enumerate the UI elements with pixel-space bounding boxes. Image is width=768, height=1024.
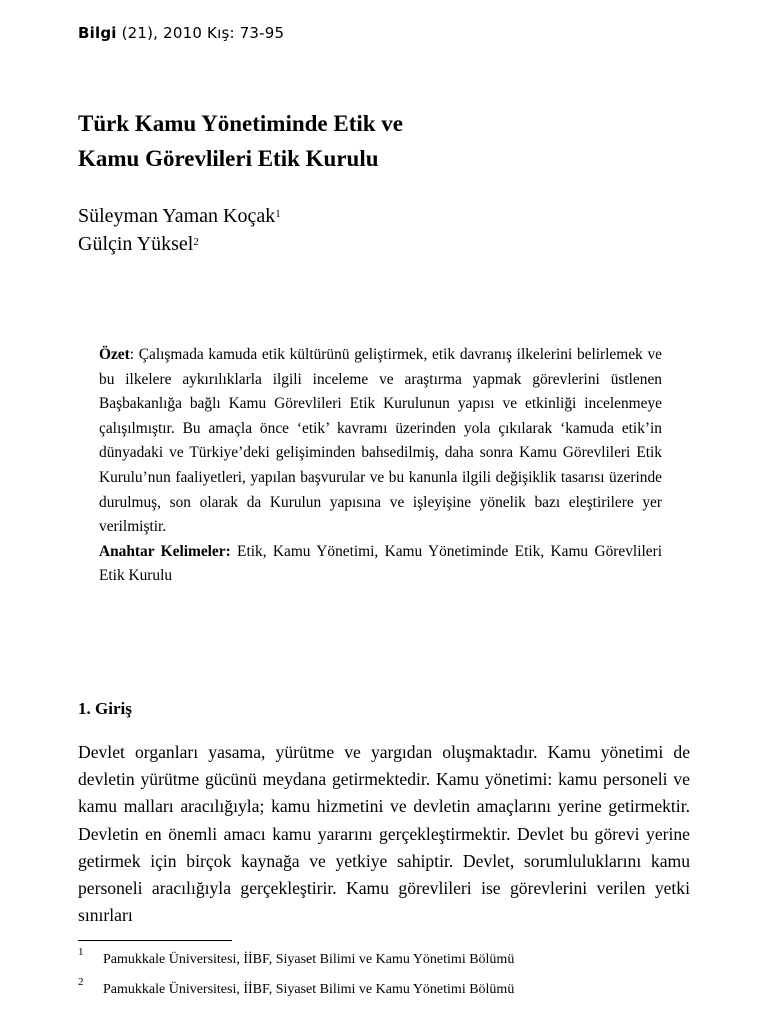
footnote-number: 2 — [78, 976, 84, 988]
keywords-text: Etik, Kamu Yönetimi, Kamu Yönetiminde Etik, Kamu Görevlileri Etik Kurulu — [99, 542, 662, 585]
author-1 — [78, 202, 281, 230]
author-name: Süleyman Yaman Koçak — [78, 205, 276, 227]
footnote-text: Pamukkale Üniversitesi, İİBF, Siyaset Bilimi ve Kamu Yönetimi Bölümü — [103, 952, 515, 967]
title-line-1: Türk Kamu Yönetiminde Etik ve — [78, 111, 404, 136]
keywords-label: Anahtar Kelimeler: — [99, 542, 231, 560]
author-note-ref: 1 — [275, 208, 281, 220]
journal-name: Bilgi — [78, 24, 117, 42]
footnote-number: 1 — [78, 946, 84, 958]
abstract-text: : Çalışmada kamuda etik kültürünü geliştirmek, etik davranış ilkelerini belirlemek ve bu ilkelere aykırılıklarla ilgili inceleme ve araştırma yapmak görevlerini üstlenen Başbakanlığa bağlı Kamu Görevlileri Etik Kurulunun yapısı ve etkinliği incelenmeye çalışılmıştır. Bu amaçla önce ‘etik’ kavramı üzerinden yola çıkılarak ‘kamuda etik’in dünyadaki ve Türkiye’deki gelişiminden bahsedilmiş, daha sonra Kamu Görevlileri Etik Kurulu’nun faaliyetleri, yapılan başvurular ve bu kanunla ilgili değişiklik tasarısı üzerinde durulmuş, son olarak da Kurulun yapısına ve işleyişine yönelik bazı eleştirilere yer verilmiştir. — [99, 346, 662, 536]
section-heading: 1. Giriş — [78, 699, 132, 718]
author-list — [78, 202, 281, 258]
issue-info: (21), 2010 Kış: 73-95 — [121, 24, 285, 42]
body-text — [78, 739, 690, 929]
author-name: Gülçin Yüksel — [78, 233, 194, 255]
footnote-text: Pamukkale Üniversitesi, İİBF, Siyaset Bilimi ve Kamu Yönetimi Bölümü — [103, 982, 515, 997]
author-note-ref: 2 — [193, 236, 199, 248]
article-title — [78, 106, 698, 176]
footnote-divider — [78, 940, 232, 941]
abstract-paragraph — [99, 343, 662, 540]
body-paragraph: Devlet organları yasama, yürütme ve yargıdan oluşmaktadır. Kamu yönetimi de devletin yürütme gücünü meydana getirmektedir. Kamu yönetimi: kamu personeli ve kamu malları aracılığıyla; kamu hizmetini ve devletin amaçlarını yerine getirmektir. Devletin en önemli amacı kamu yararını gerçekleştirmektir. Devlet bu görevi yerine getirmek için birçok kaynağa ve yetkiye sahiptir. Devlet, sorumluluklarını kamu personeli aracılığıyla gerçekleştirir. Kamu görevlileri ise görevlerini verilen yetki sınırları — [78, 742, 690, 926]
author-2 — [78, 230, 281, 258]
title-line-2: Kamu Görevlileri Etik Kurulu — [78, 146, 379, 171]
abstract-label: Özet — [99, 346, 130, 363]
keywords-paragraph — [99, 540, 662, 589]
abstract — [99, 343, 662, 589]
journal-citation — [78, 24, 284, 42]
